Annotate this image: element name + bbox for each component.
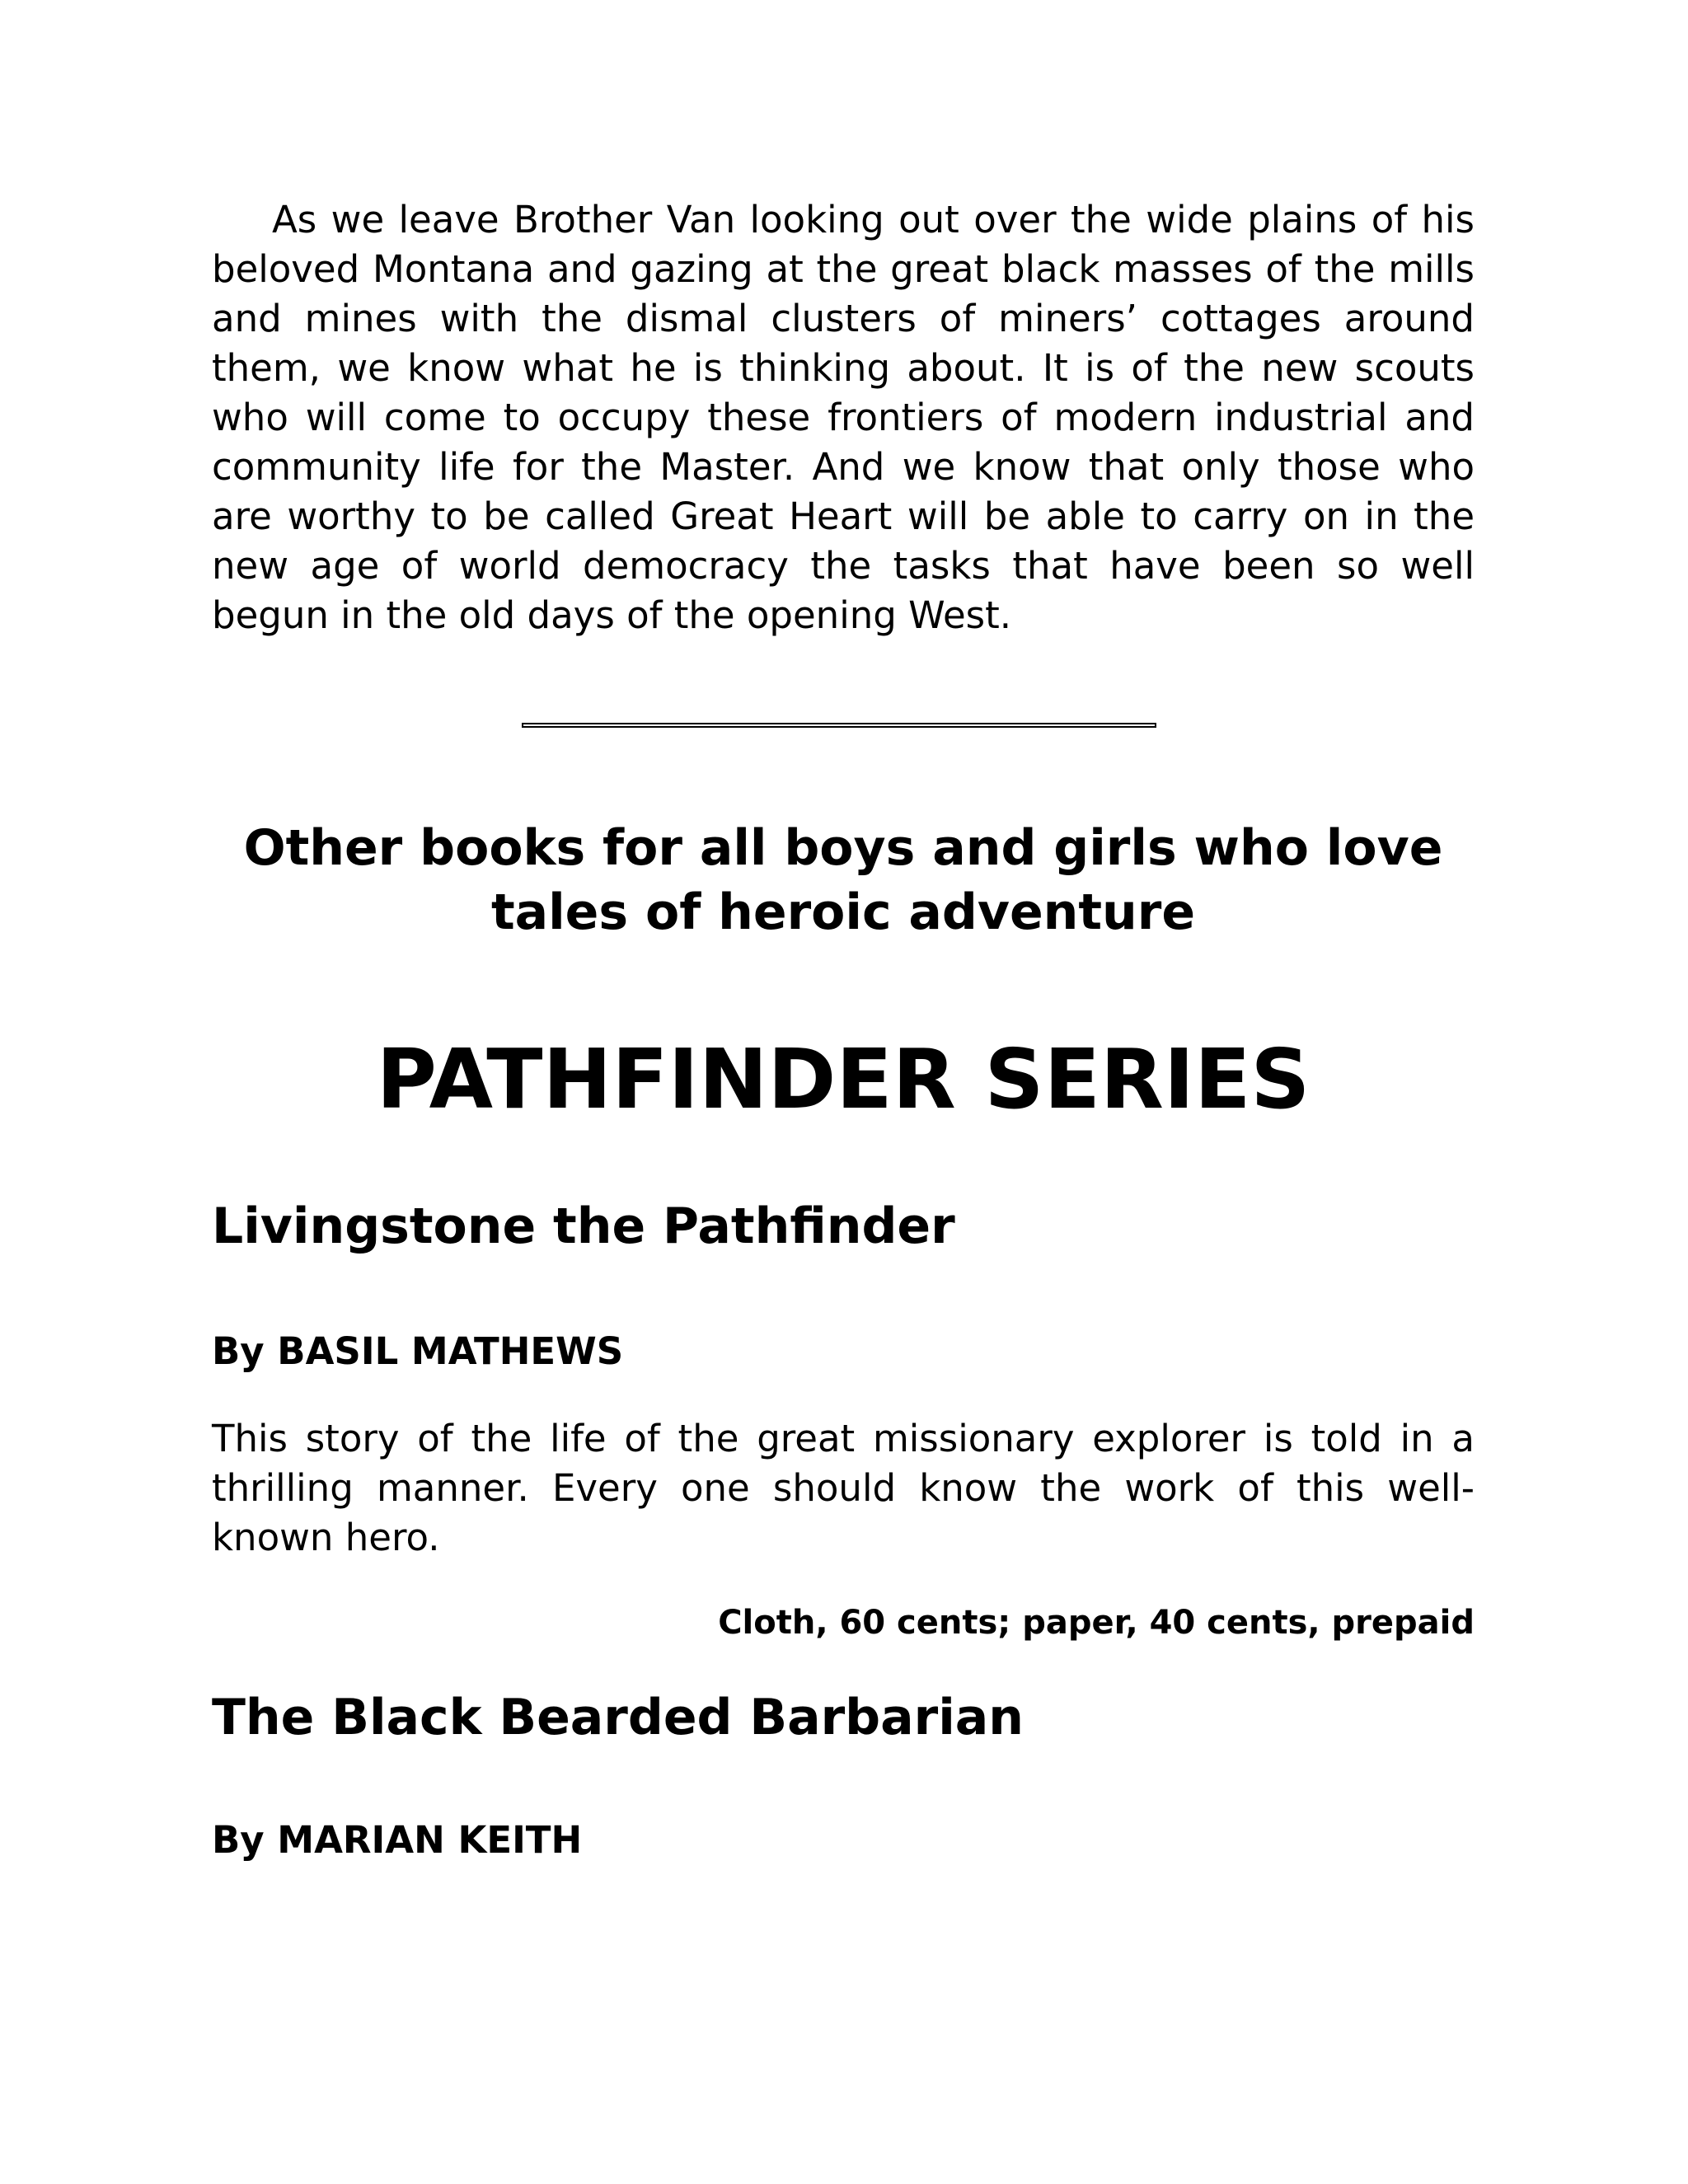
series-title: PATHFINDER SERIES: [376, 1031, 1311, 1127]
book-title: Livingstone the Pathfinder: [212, 1197, 955, 1255]
book-author: By BASIL MATHEWS: [212, 1329, 624, 1373]
intro-paragraph: As we leave Brother Van looking out over the wide plains of his beloved Montana and gazing at the great black masses of the mills and mines with the dismal clusters of miners’ cottages around them, we know what he is thinking about. It is of the new scouts who will come to occupy these frontiers of modern industrial and community life for the Master. And we know that only those who are worthy to be called Great Heart will be able to carry on in the new age of world democracy the tasks that have been so well begun in the old days of the opening West.: [212, 198, 1475, 637]
book-description: This story of the life of the great missionary explorer is told in a thrilling manner. Every one should know the work of this well-known hero.: [212, 1417, 1475, 1559]
book-title: The Black Bearded Barbarian: [212, 1689, 1024, 1746]
section-divider: [522, 723, 1156, 728]
book-author: By MARIAN KEITH: [212, 1818, 583, 1862]
book-price: Cloth, 60 cents; paper, 40 cents, prepaid: [718, 1604, 1475, 1642]
section-heading: [212, 816, 1475, 944]
section-heading-line-1: Other books for all boys and girls who love: [243, 819, 1443, 877]
section-heading-line-2: tales of heroic adventure: [490, 883, 1196, 941]
